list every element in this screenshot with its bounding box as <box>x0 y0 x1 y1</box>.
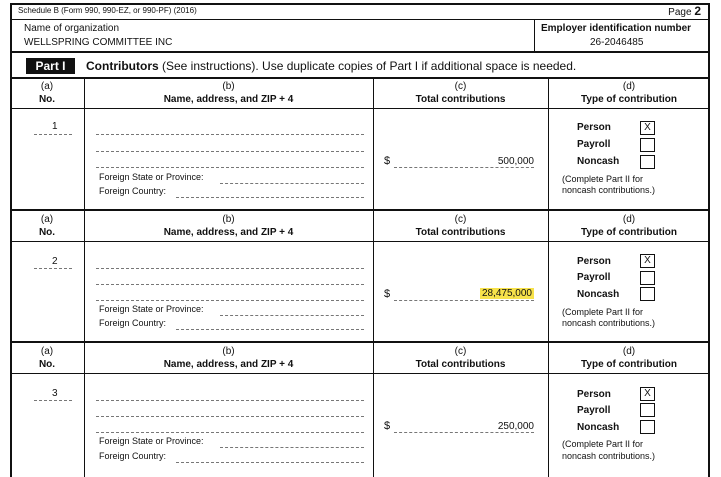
foreign-state-field[interactable] <box>220 315 364 316</box>
col-b-letter: (b) <box>222 346 235 357</box>
noncash-checkbox[interactable] <box>640 287 655 301</box>
foreign-country-label: Foreign Country: <box>99 186 167 196</box>
amount-value-highlighted: 28,475,000 <box>481 288 532 299</box>
complete-note-line-2: noncash contributions.) <box>562 451 656 461</box>
page-label: Page <box>668 7 692 18</box>
payroll-checkbox[interactable] <box>640 271 655 285</box>
contribution-amount <box>498 421 534 432</box>
foreign-country-field[interactable] <box>176 462 364 463</box>
noncash-label: Noncash <box>577 289 620 300</box>
col-c-letter: (c) <box>454 346 467 357</box>
ein-divider <box>534 19 535 51</box>
col-a-label: No. <box>38 359 56 370</box>
person-checkbox[interactable]: X <box>640 121 655 135</box>
col-d-letter: (d) <box>622 346 636 357</box>
col-d-letter: (d) <box>622 214 636 225</box>
complete-note-line-1: (Complete Part II for <box>562 307 644 317</box>
address-line-2[interactable] <box>96 284 364 285</box>
address-line-3[interactable] <box>96 300 364 301</box>
col-d-letter: (d) <box>622 81 636 92</box>
org-divider <box>10 51 710 53</box>
contributor-number: 2 <box>52 256 58 267</box>
address-line-1[interactable] <box>96 400 364 401</box>
col-divider-a <box>84 77 85 477</box>
row-divider <box>10 108 710 109</box>
col-a-letter: (a) <box>40 214 54 225</box>
dollar-sign: $ <box>384 288 391 300</box>
person-checkbox[interactable]: X <box>640 254 655 268</box>
part-badge: Part I <box>26 58 75 74</box>
col-b-label: Name, address, and ZIP + 4 <box>163 94 294 105</box>
payroll-label: Payroll <box>577 405 611 416</box>
address-line-2[interactable] <box>96 416 364 417</box>
dollar-sign: $ <box>384 420 391 432</box>
part-instructions: (See instructions). Use duplicate copies of Part I if additional space is needed. <box>162 59 577 73</box>
address-line-1[interactable] <box>96 268 364 269</box>
foreign-country-field[interactable] <box>176 329 364 330</box>
col-b-letter: (b) <box>222 81 235 92</box>
foreign-country-label: Foreign Country: <box>99 318 167 328</box>
row-divider <box>10 373 710 374</box>
address-line-3[interactable] <box>96 167 364 168</box>
foreign-state-field[interactable] <box>220 447 364 448</box>
part-divider <box>10 77 710 79</box>
contributor-number: 3 <box>52 388 58 399</box>
amount-value: 250,000 <box>497 421 534 432</box>
complete-note-line-2: noncash contributions.) <box>562 318 656 328</box>
foreign-state-label: Foreign State or Province: <box>99 436 204 446</box>
section-divider <box>10 341 710 343</box>
contribution-amount <box>498 156 534 167</box>
amount-line <box>394 167 534 168</box>
foreign-state-label: Foreign State or Province: <box>99 172 204 182</box>
col-b-label: Name, address, and ZIP + 4 <box>163 359 294 370</box>
col-divider-c <box>548 77 549 477</box>
person-label: Person <box>577 122 611 133</box>
complete-note-line-1: (Complete Part II for <box>562 174 644 184</box>
section-divider <box>10 209 710 211</box>
payroll-label: Payroll <box>577 272 611 283</box>
person-label: Person <box>577 389 611 400</box>
amount-value: 500,000 <box>497 156 534 167</box>
form-reference: Schedule B (Form 990, 990-EZ, or 990-PF) (2016) <box>18 6 197 15</box>
person-label: Person <box>577 256 611 267</box>
amount-line <box>394 432 534 433</box>
ein-value: 26-2046485 <box>590 37 644 48</box>
col-c-letter: (c) <box>454 214 467 225</box>
col-c-label: Total contributions <box>415 94 506 105</box>
complete-note-line-2: noncash contributions.) <box>562 185 656 195</box>
col-c-letter: (c) <box>454 81 467 92</box>
address-line-2[interactable] <box>96 151 364 152</box>
foreign-country-label: Foreign Country: <box>99 451 167 461</box>
dollar-sign: $ <box>384 155 391 167</box>
page-number <box>668 4 701 18</box>
part-title-line <box>86 59 576 73</box>
foreign-country-field[interactable] <box>176 197 364 198</box>
number-line <box>34 400 72 401</box>
part-title: Contributors <box>86 59 159 73</box>
number-line <box>34 268 72 269</box>
col-a-label: No. <box>38 227 56 238</box>
col-d-label: Type of contribution <box>581 94 677 105</box>
amount-line <box>394 300 534 301</box>
foreign-state-field[interactable] <box>220 183 364 184</box>
col-a-label: No. <box>38 94 56 105</box>
noncash-label: Noncash <box>577 156 620 167</box>
address-line-1[interactable] <box>96 134 364 135</box>
person-checkbox[interactable]: X <box>640 387 655 401</box>
contribution-amount <box>480 288 534 299</box>
payroll-checkbox[interactable] <box>640 138 655 152</box>
org-name-label: Name of organization <box>24 23 120 34</box>
page-number-value: 2 <box>694 4 701 18</box>
col-a-letter: (a) <box>40 81 54 92</box>
row-divider <box>10 241 710 242</box>
col-b-label: Name, address, and ZIP + 4 <box>163 227 294 238</box>
address-line-3[interactable] <box>96 432 364 433</box>
payroll-checkbox[interactable] <box>640 403 655 417</box>
header-divider <box>10 19 710 20</box>
col-a-letter: (a) <box>40 346 54 357</box>
noncash-label: Noncash <box>577 422 620 433</box>
col-c-label: Total contributions <box>415 227 506 238</box>
col-c-label: Total contributions <box>415 359 506 370</box>
col-d-label: Type of contribution <box>581 227 677 238</box>
complete-note-line-1: (Complete Part II for <box>562 439 644 449</box>
noncash-checkbox[interactable] <box>640 420 655 434</box>
org-name-value: WELLSPRING COMMITTEE INC <box>24 37 173 48</box>
noncash-checkbox[interactable] <box>640 155 655 169</box>
payroll-label: Payroll <box>577 139 611 150</box>
col-divider-b <box>373 77 374 477</box>
foreign-state-label: Foreign State or Province: <box>99 304 204 314</box>
ein-label: Employer identification number <box>541 23 692 34</box>
number-line <box>34 134 72 135</box>
contributor-number: 1 <box>52 121 58 132</box>
col-d-label: Type of contribution <box>581 359 677 370</box>
col-b-letter: (b) <box>222 214 235 225</box>
